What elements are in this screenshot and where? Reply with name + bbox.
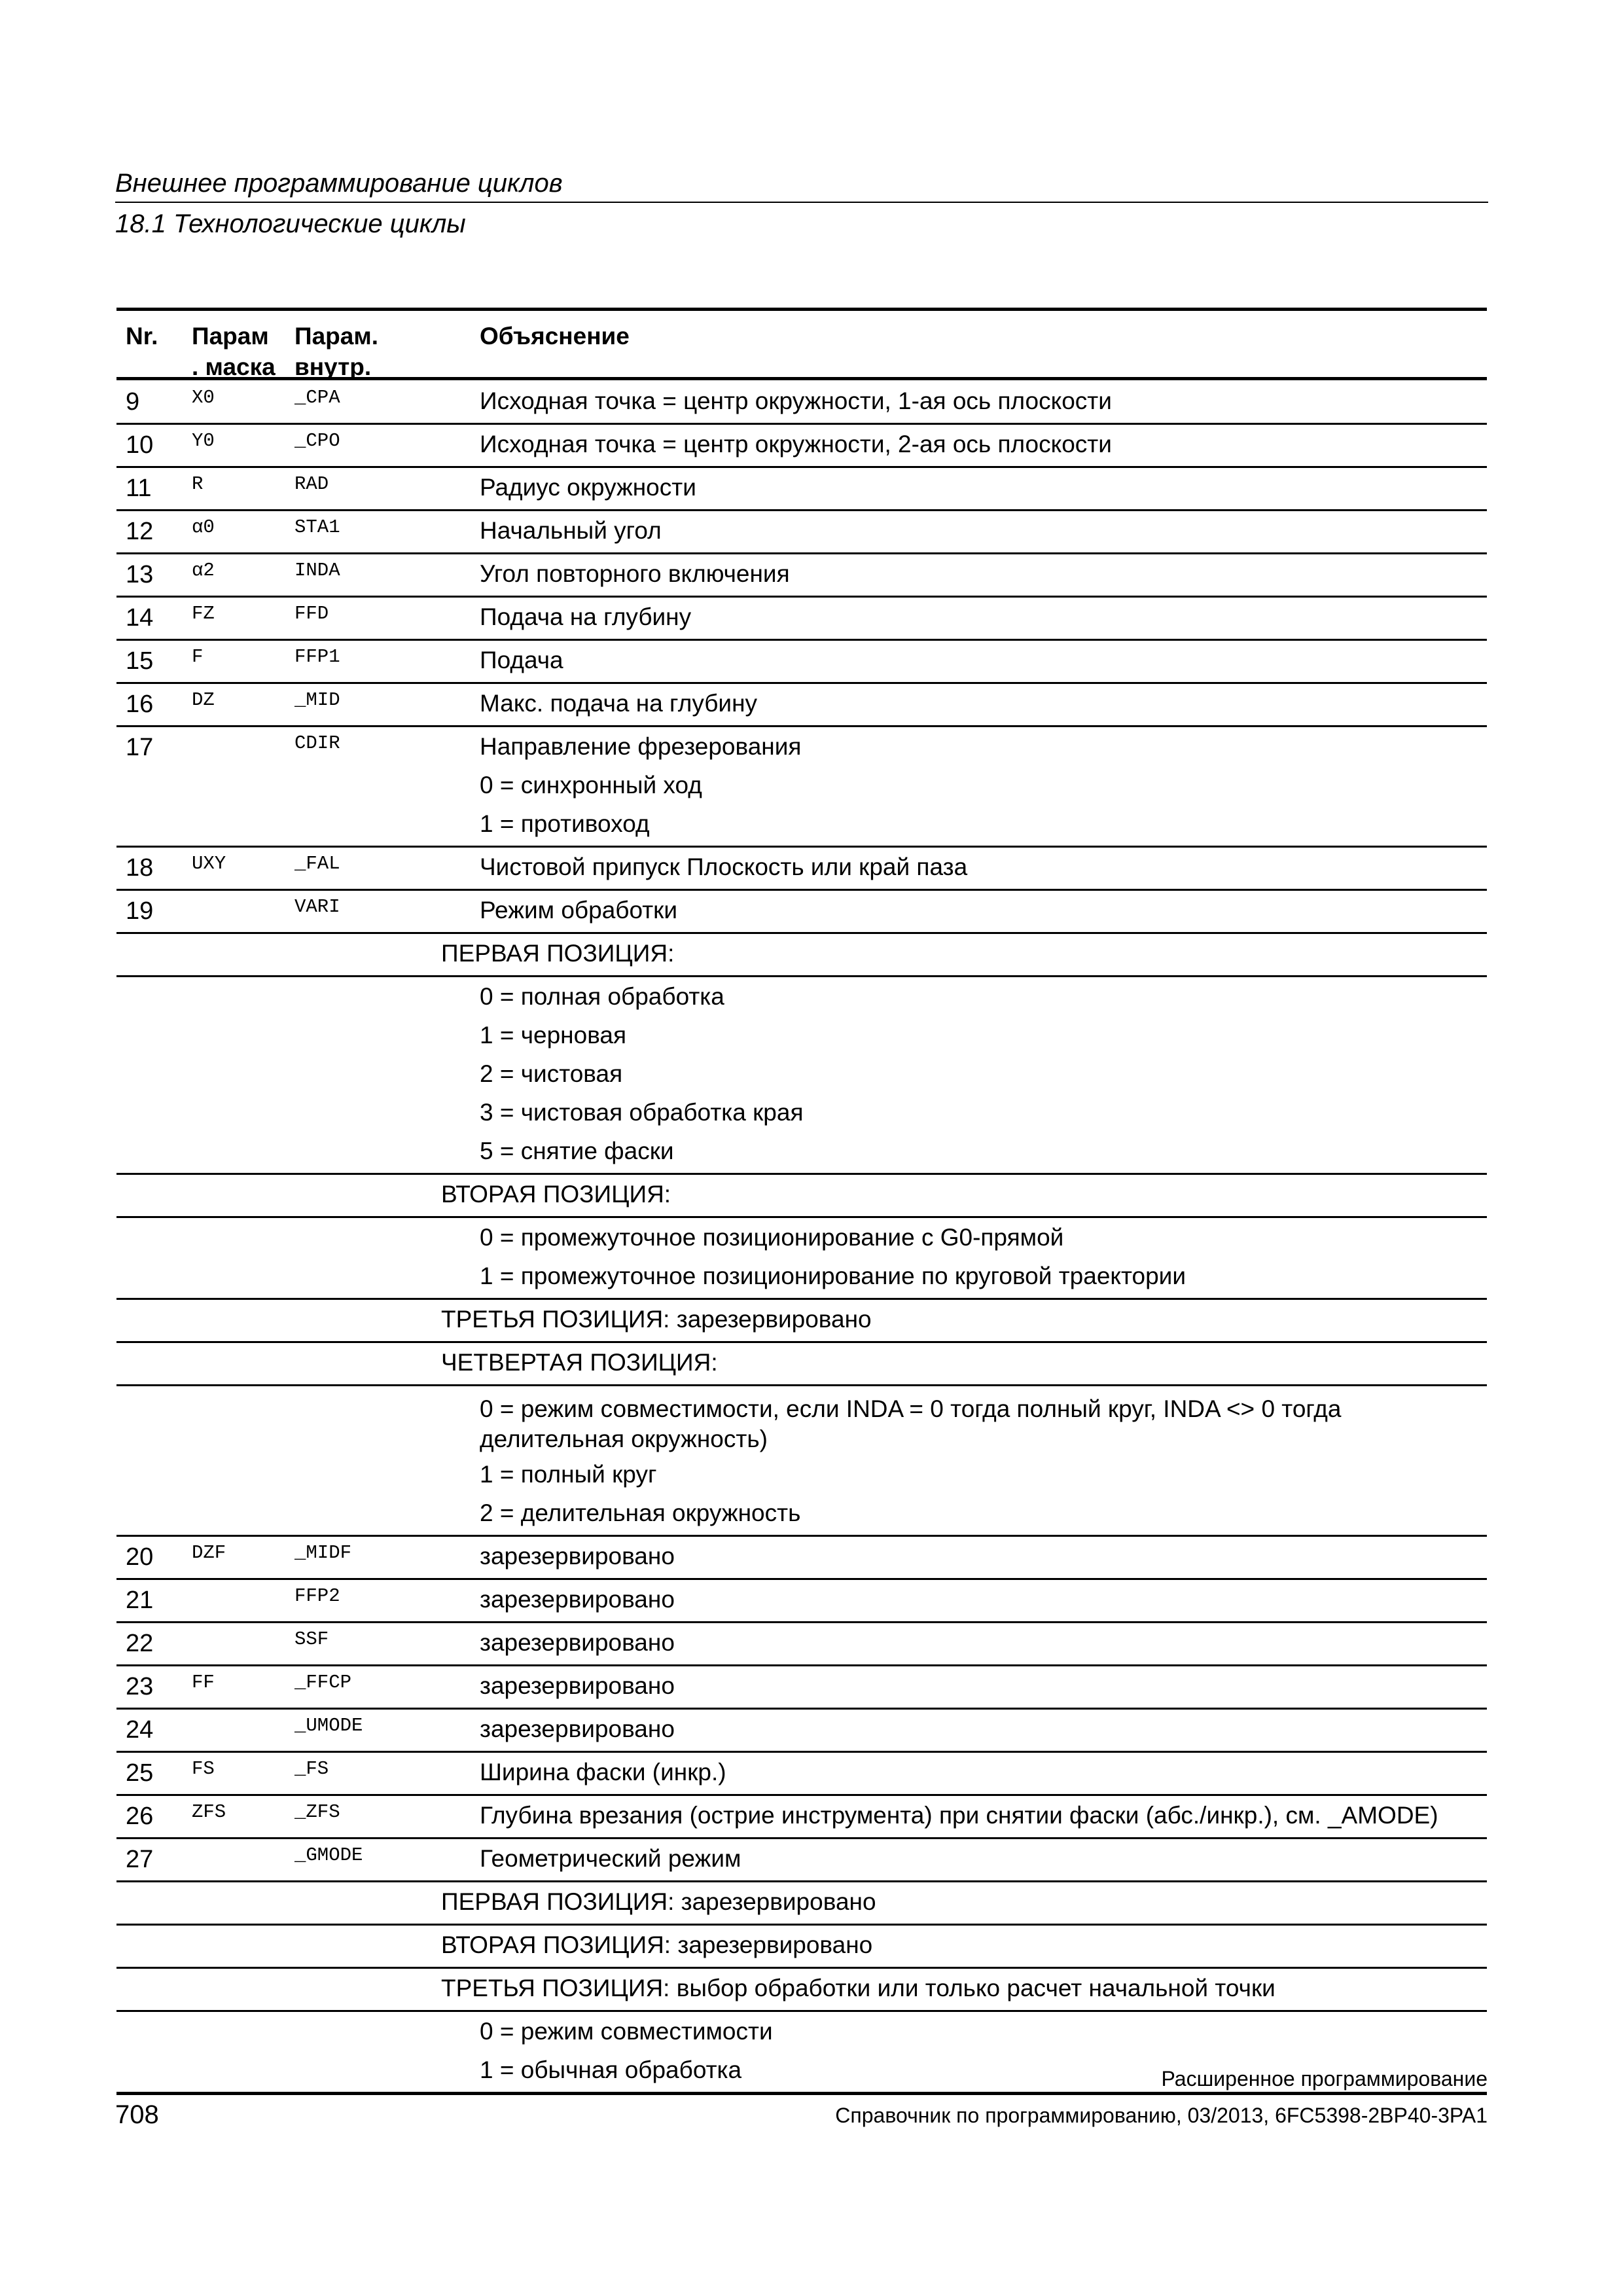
chapter-title: Внешнее программирование циклов <box>115 169 563 198</box>
explanation-text: ВТОРАЯ ПОЗИЦИЯ: зарезервировано <box>441 1931 873 1958</box>
explanation-text: Радиус окружности <box>480 474 696 501</box>
explanation-text: Макс. подача на глубину <box>480 690 758 717</box>
table-row <box>116 468 1487 511</box>
column-header-mask <box>192 321 276 382</box>
column-header-explanation: Объяснение <box>480 323 630 350</box>
mask-parameter: R <box>192 473 204 495</box>
explanation-text: Начальный угол <box>480 517 662 544</box>
table-body <box>116 382 1487 2095</box>
section-title: 18.1 Технологические циклы <box>115 209 466 238</box>
table-row <box>116 1882 1487 1926</box>
table-row <box>116 891 1487 934</box>
table-row <box>116 1455 1487 1494</box>
explanation-text: 1 = обычная обработка <box>480 2056 742 2083</box>
internal-parameter: _FFCP <box>294 1672 352 1693</box>
row-number: 27 <box>126 1846 154 1873</box>
row-number: 26 <box>126 1803 154 1830</box>
explanation-text: 1 = полный круг <box>480 1461 657 1488</box>
mask-parameter: UXY <box>192 853 226 874</box>
row-number: 20 <box>126 1543 154 1571</box>
table-row <box>116 1054 1487 1093</box>
row-number: 11 <box>126 475 152 502</box>
table-row <box>116 1175 1487 1218</box>
column-header-internal-line2: внутр. <box>294 353 372 380</box>
table-row <box>116 1796 1487 1839</box>
explanation-text: 0 = режим совместимости <box>480 2018 773 2045</box>
explanation-text: 2 = чистовая <box>480 1060 623 1087</box>
explanation-text: ЧЕТВЕРТАЯ ПОЗИЦИЯ: <box>441 1349 718 1376</box>
mask-parameter: FS <box>192 1758 215 1780</box>
internal-parameter: FFP2 <box>294 1585 340 1607</box>
internal-parameter: RAD <box>294 473 329 495</box>
internal-parameter: _MID <box>294 689 340 711</box>
row-number: 16 <box>126 691 154 718</box>
internal-parameter: FFD <box>294 603 329 624</box>
table-row <box>116 1926 1487 1969</box>
table-row <box>116 1839 1487 1882</box>
column-header-internal <box>294 321 378 382</box>
mask-parameter: α2 <box>192 560 215 581</box>
mask-parameter: α0 <box>192 516 215 538</box>
explanation-text: Подача на глубину <box>480 603 692 630</box>
row-number: 9 <box>126 388 140 416</box>
internal-parameter: _CPO <box>294 430 340 452</box>
table-row <box>116 1537 1487 1580</box>
mask-parameter: DZF <box>192 1542 226 1564</box>
internal-parameter: _UMODE <box>294 1715 363 1736</box>
row-number: 18 <box>126 854 154 882</box>
row-number: 23 <box>126 1673 154 1700</box>
table-row <box>116 1343 1487 1386</box>
explanation-text: Подача <box>480 647 563 673</box>
explanation-text: зарезервировано <box>480 1715 675 1742</box>
table-row <box>116 766 1487 804</box>
row-number: 17 <box>126 734 154 761</box>
explanation-text: зарезервировано <box>480 1672 675 1699</box>
explanation-text: зарезервировано <box>480 1543 675 1570</box>
internal-parameter: FFP1 <box>294 646 340 668</box>
table-row <box>116 382 1487 425</box>
internal-parameter: _FAL <box>294 853 340 874</box>
table-row <box>116 2012 1487 2051</box>
table-row <box>116 1300 1487 1343</box>
internal-parameter: STA1 <box>294 516 340 538</box>
column-header-internal-line1: Парам. <box>294 323 379 350</box>
explanation-text: ВТОРАЯ ПОЗИЦИЯ: <box>441 1181 671 1208</box>
explanation-text: Исходная точка = центр окружности, 1-ая ось плоскости <box>480 387 1112 414</box>
explanation-text: ТРЕТЬЯ ПОЗИЦИЯ: выбор обработки или только расчет начальной точки <box>441 1975 1275 2001</box>
row-number: 22 <box>126 1630 154 1657</box>
row-number: 13 <box>126 561 154 588</box>
explanation-text: ТРЕТЬЯ ПОЗИЦИЯ: зарезервировано <box>441 1306 872 1333</box>
mask-parameter: ZFS <box>192 1801 226 1823</box>
table-row <box>116 1666 1487 1710</box>
row-number: 15 <box>126 647 154 675</box>
header-divider <box>115 202 1488 203</box>
footer-book-reference: Справочник по программированию, 03/2013, 6FC5398-2BP40-3PA1 <box>835 2104 1488 2127</box>
mask-parameter: DZ <box>192 689 215 711</box>
row-number: 19 <box>126 897 154 925</box>
explanation-text: Режим обработки <box>480 897 678 924</box>
table-row <box>116 727 1487 766</box>
row-number: 12 <box>126 518 154 545</box>
internal-parameter: CDIR <box>294 732 340 754</box>
mask-parameter: FZ <box>192 603 215 624</box>
table-row <box>116 1494 1487 1537</box>
explanation-text: 0 = промежуточное позиционирование с G0-прямой <box>480 1224 1064 1251</box>
explanation-text: Исходная точка = центр окружности, 2-ая ось плоскости <box>480 431 1112 457</box>
table-row <box>116 804 1487 848</box>
table-row <box>116 1710 1487 1753</box>
table-row <box>116 1386 1487 1455</box>
table-row <box>116 1132 1487 1175</box>
internal-parameter: _GMODE <box>294 1844 363 1866</box>
page-number: 708 <box>115 2100 159 2129</box>
table-row <box>116 1969 1487 2012</box>
explanation-text: 0 = режим совместимости, если INDA = 0 тогда полный круг, INDA <> 0 тогда делительная окружность) <box>480 1395 1342 1452</box>
table-row <box>116 848 1487 891</box>
explanation-text: Ширина фаски (инкр.) <box>480 1759 726 1785</box>
explanation-text: 1 = промежуточное позиционирование по круговой траектории <box>480 1263 1186 1289</box>
internal-parameter: SSF <box>294 1628 329 1650</box>
explanation-text: 1 = черновая <box>480 1022 627 1049</box>
internal-parameter: _CPA <box>294 387 340 408</box>
explanation-text: Глубина врезания (острие инструмента) при снятии фаски (абс./инкр.), см. _AMODE) <box>480 1802 1438 1829</box>
table-top-rule <box>116 308 1487 311</box>
internal-parameter: VARI <box>294 896 340 918</box>
table-row <box>116 1753 1487 1796</box>
explanation-text: 0 = полная обработка <box>480 983 724 1010</box>
row-number: 14 <box>126 604 154 632</box>
row-number: 24 <box>126 1716 154 1744</box>
table-row <box>116 641 1487 684</box>
table-row <box>116 425 1487 468</box>
explanation-text: Направление фрезерования <box>480 733 802 760</box>
explanation-text: Чистовой припуск Плоскость или край паза <box>480 853 968 880</box>
table-row <box>116 1623 1487 1666</box>
explanation-text: 0 = синхронный ход <box>480 772 702 798</box>
table-row <box>116 684 1487 727</box>
explanation-text: 1 = противоход <box>480 810 650 837</box>
footer-book-title: Расширенное программирование <box>1161 2067 1488 2090</box>
table-row <box>116 1257 1487 1300</box>
internal-parameter: _FS <box>294 1758 329 1780</box>
mask-parameter: Y0 <box>192 430 215 452</box>
explanation-text: 3 = чистовая обработка края <box>480 1099 804 1126</box>
table-row <box>116 554 1487 598</box>
explanation-text: зарезервировано <box>480 1629 675 1656</box>
table-row <box>116 1093 1487 1132</box>
column-header-mask-line1: Парам <box>192 323 269 350</box>
mask-parameter: F <box>192 646 204 668</box>
table-row <box>116 1580 1487 1623</box>
table-row <box>116 511 1487 554</box>
internal-parameter: _MIDF <box>294 1542 352 1564</box>
column-header-mask-line2: . маска <box>192 353 276 380</box>
explanation-text: Угол повторного включения <box>480 560 790 587</box>
row-number: 10 <box>126 431 154 459</box>
table-row <box>116 1218 1487 1257</box>
explanation-text: 2 = делительная окружность <box>480 1499 801 1526</box>
table-row <box>116 934 1487 977</box>
explanation-text: Геометрический режим <box>480 1845 741 1872</box>
table-row <box>116 598 1487 641</box>
explanation-text: зарезервировано <box>480 1586 675 1613</box>
internal-parameter: INDA <box>294 560 340 581</box>
explanation-text: ПЕРВАЯ ПОЗИЦИЯ: зарезервировано <box>441 1888 876 1915</box>
table-row <box>116 977 1487 1016</box>
internal-parameter: _ZFS <box>294 1801 340 1823</box>
row-number: 21 <box>126 1587 154 1614</box>
row-number: 25 <box>126 1759 154 1787</box>
explanation-text: ПЕРВАЯ ПОЗИЦИЯ: <box>441 940 675 967</box>
mask-parameter: FF <box>192 1672 215 1693</box>
explanation-text: 5 = снятие фаски <box>480 1138 674 1164</box>
mask-parameter: X0 <box>192 387 215 408</box>
table-header <box>116 312 1487 380</box>
table-row <box>116 1016 1487 1054</box>
column-header-nr: Nr. <box>126 323 158 350</box>
